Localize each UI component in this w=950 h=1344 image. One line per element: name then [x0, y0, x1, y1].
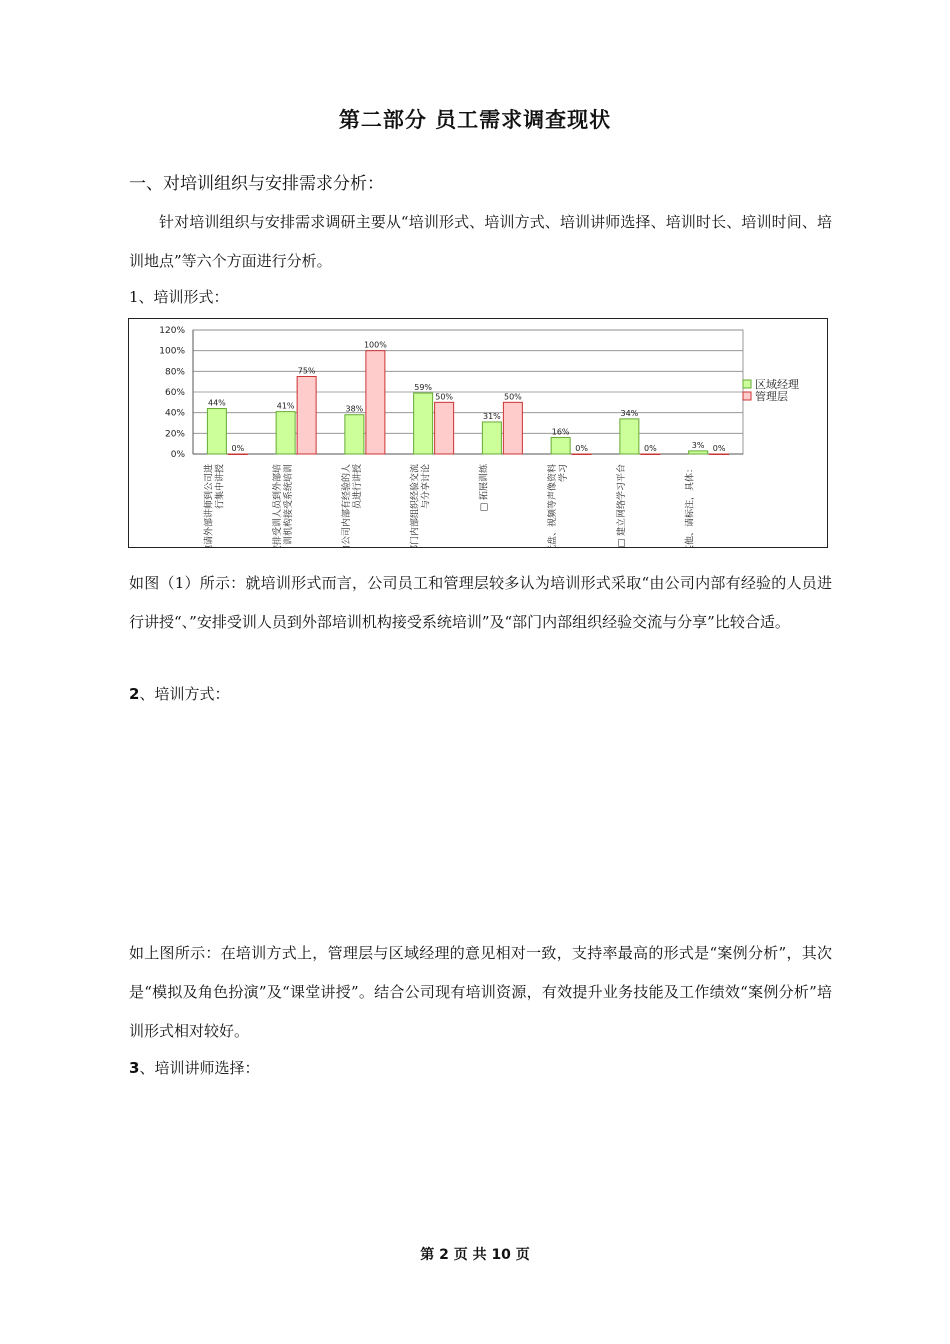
data-label: 0% [575, 444, 588, 453]
category-label: □ 邀请外部讲师到公司进 [204, 464, 215, 547]
bar [414, 393, 433, 454]
page-footer: 第 2 页 共 10 页 [420, 1247, 530, 1263]
data-label: 100% [363, 340, 387, 350]
bar [641, 454, 660, 455]
subsection-2-text: 、培训方式： [139, 685, 230, 703]
bar [228, 454, 247, 455]
subsection-3-text: 、培训讲师选择： [139, 1059, 260, 1077]
y-tick-label: 0% [170, 450, 185, 460]
bar [366, 351, 385, 454]
data-label: 38% [345, 404, 364, 414]
chart-svg [129, 319, 827, 547]
legend-swatch [743, 380, 751, 388]
chart-analysis-paragraph: 如图（1）所示：就培训形式而言，公司员工和管理层较多认为培训形式采取“由公司内部有经验的人员进行讲授“、”安排受训人员到外部培训机构接受系统培训”及“部门内部组织经验交流与分享”比较合适。 [129, 574, 832, 631]
y-tick-label: 80% [164, 367, 185, 378]
bar [710, 454, 729, 455]
subsection-heading-3 [129, 1057, 259, 1078]
category-label: 训机构接受系统培训 [284, 464, 295, 546]
bar [345, 415, 364, 454]
bar [503, 402, 522, 454]
legend-label: 管理层 [755, 390, 788, 403]
bar [297, 377, 316, 455]
bar [551, 437, 570, 454]
y-tick-label: 60% [164, 388, 185, 398]
data-label: 75% [297, 366, 316, 376]
data-label: 0% [644, 444, 657, 453]
data-label: 3% [691, 440, 705, 450]
data-label: 31% [482, 411, 501, 421]
y-tick-label: 20% [164, 429, 185, 440]
data-label: 41% [276, 401, 295, 411]
category-label: □ 光盘、视频等声像资料 [548, 464, 559, 547]
category-label: □ 其他、请标注，具体： [685, 464, 696, 547]
category-label: 行集中讲授 [215, 464, 226, 510]
method-analysis-paragraph: 如上图所示：在培训方式上，管理层与区域经理的意见相对一致，支持率最高的形式是“案例分析”，其次是“模拟及角色扮演”及“课堂讲授”。结合公司现有培训资源，有效提升业务技能及工作绩效“案例分析”培训形式相对较好。 [129, 944, 832, 1040]
bar [207, 409, 226, 454]
category-label: □ 部门内部组织经验交流 [410, 464, 421, 547]
category-label: □ 拓展训练 [479, 464, 490, 512]
category-label: □ 建立网络学习平台 [616, 464, 627, 547]
intro-paragraph: 针对培训组织与安排需求调研主要从“培训形式、培训方式、培训讲师选择、培训时长、培训时间、培训地点”等六个方面进行分析。 [129, 213, 832, 270]
subsection-2-number: 2 [129, 685, 140, 703]
y-tick-label: 120% [159, 326, 185, 336]
data-label: 44% [207, 398, 226, 408]
bar [689, 451, 708, 454]
y-tick-label: 100% [159, 346, 185, 357]
data-label: 59% [414, 383, 433, 393]
data-label: 16% [551, 427, 570, 437]
category-label: 员进行讲授 [352, 464, 363, 510]
category-label: □ 由公司内部有经验的人 [341, 464, 352, 547]
bar [620, 419, 639, 454]
category-label: 学习 [559, 464, 570, 483]
y-tick-label: 40% [164, 408, 185, 419]
data-label: 50% [435, 392, 454, 402]
bar [572, 454, 591, 455]
legend-label: 区域经理 [755, 378, 799, 391]
subsection-3-number: 3 [129, 1059, 140, 1077]
data-label: 50% [503, 392, 522, 402]
subsection-heading-2 [129, 683, 229, 704]
category-label: 与分享讨论 [421, 464, 432, 510]
bar [435, 402, 454, 454]
training-format-chart [128, 318, 828, 548]
data-label: 0% [712, 444, 726, 453]
section-heading: 一、对培训组织与安排需求分析： [129, 174, 384, 194]
bar [482, 422, 501, 454]
category-label: □ 安排受训人员到外部培 [273, 464, 284, 547]
subsection-heading-1: 1、培训形式： [129, 288, 229, 306]
page-title: 第二部分 员工需求调查现状 [338, 108, 612, 132]
data-label: 0% [231, 444, 245, 453]
bar [276, 412, 295, 454]
legend-swatch [743, 392, 751, 400]
data-label: 34% [620, 408, 639, 418]
